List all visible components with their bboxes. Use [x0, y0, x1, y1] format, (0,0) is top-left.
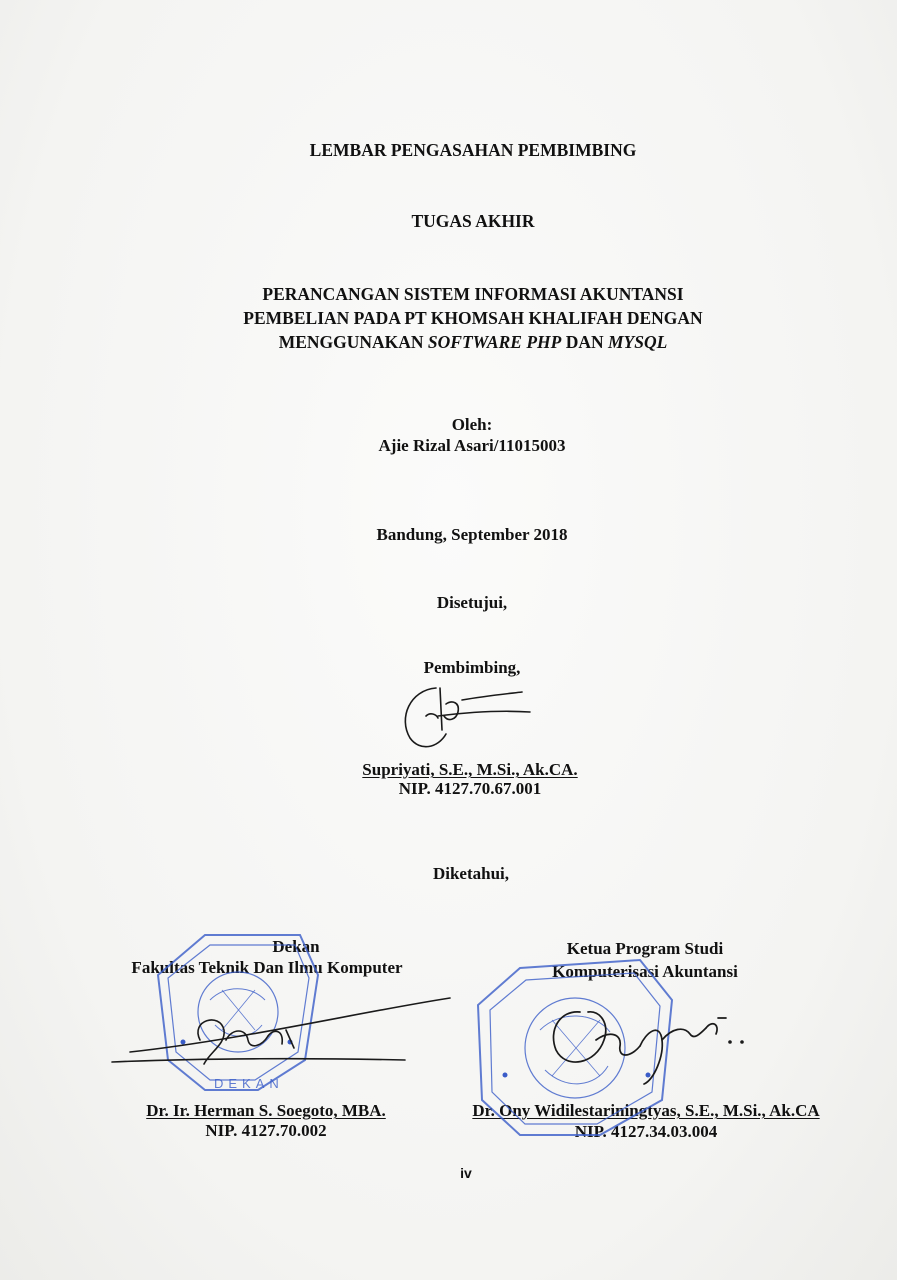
- dean-stamp-label: DEKAN: [214, 1076, 284, 1091]
- dean-name: Dr. Ir. Herman S. Soegoto, MBA.: [146, 1101, 386, 1120]
- acknowledged-label: Diketahui,: [432, 864, 510, 883]
- thesis-title-line-1: PERANCANGAN SISTEM INFORMASI AKUNTANSI: [262, 284, 684, 304]
- thesis-title-line-2: PEMBELIAN PADA PT KHOMSAH KHALIFAH DENGAN: [243, 308, 703, 328]
- thesis-title-line-3-mid: DAN: [561, 332, 608, 352]
- document-title: LEMBAR PENGASAHAN PEMBIMBING: [309, 140, 637, 160]
- thesis-title-software: SOFTWARE PHP: [427, 332, 562, 352]
- thesis-title-line-3-prefix: MENGGUNAKAN: [278, 332, 428, 352]
- page-number: iv: [460, 1165, 472, 1181]
- dean-title: Dekan: [272, 937, 320, 956]
- head-program-stamp: [478, 960, 672, 1135]
- document-subtitle: TUGAS AKHIR: [411, 211, 535, 231]
- head-program-title: Ketua Program Studi: [566, 939, 724, 958]
- supervisor-role: Pembimbing,: [423, 658, 521, 677]
- author-label: Oleh:: [451, 415, 493, 434]
- head-program-person: Dr. Ony Widilestariningtyas, S.E., M.Si., Ak.CA: [472, 1101, 820, 1120]
- head-program-nip: NIP. 4127.34.03.004: [574, 1122, 718, 1141]
- dean-faculty: Fakultas Teknik Dan Ilmu Komputer: [131, 958, 403, 977]
- author-name: Ajie Rizal Asari/11015003: [378, 436, 566, 455]
- head-program-name: Komputerisasi Akuntansi: [552, 962, 738, 981]
- supervisor-signature: [405, 688, 530, 747]
- supervisor-name: Supriyati, S.E., M.Si., Ak.CA.: [362, 760, 578, 779]
- dean-stamp: [158, 935, 318, 1090]
- place-date: Bandung, September 2018: [376, 525, 568, 544]
- dean-nip: NIP. 4127.70.002: [205, 1121, 327, 1140]
- approval-label: Disetujui,: [436, 593, 508, 612]
- thesis-title-mysql: MYSQL: [607, 332, 668, 352]
- supervisor-nip: NIP. 4127.70.67.001: [398, 779, 542, 798]
